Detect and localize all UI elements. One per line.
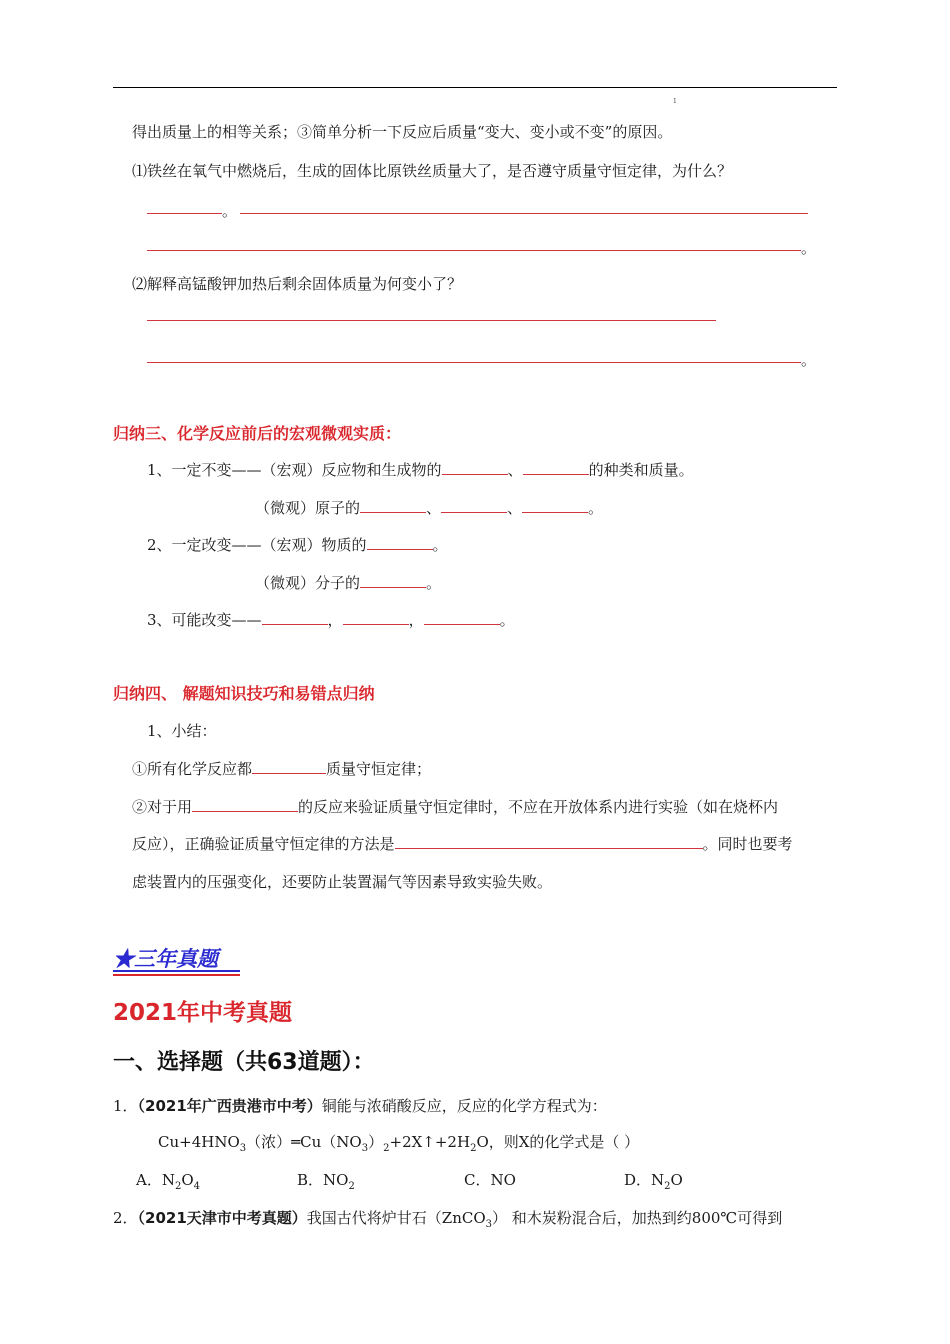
option-a[interactable] (136, 1169, 200, 1192)
text: 的种类和质量。 (588, 461, 694, 479)
summary-3-line-1 (147, 459, 694, 480)
header-rule (113, 87, 837, 88)
option-c[interactable]: C．NO (464, 1171, 516, 1189)
summary-4-line-4 (132, 833, 793, 854)
question-number: 1． (113, 1097, 138, 1115)
title-underline-blue (113, 970, 240, 972)
text: 。 (499, 611, 515, 629)
text: ， (327, 611, 343, 629)
answer-blank[interactable] (522, 498, 588, 513)
q1-end: 。 (801, 239, 817, 257)
answer-blank[interactable] (367, 535, 433, 550)
summary-4-line-2 (132, 758, 431, 779)
text: （浓）═Cu（NO (246, 1133, 362, 1151)
answer-blank[interactable] (147, 213, 222, 214)
text: （微观）分子的 (255, 574, 361, 592)
answer-blank[interactable] (441, 498, 507, 513)
summary-3-title: 归纳三、化学反应前后的宏观微观实质： (113, 424, 402, 443)
text: 、 (426, 499, 442, 517)
question-text: ） 和木炭粉混合后，加热到约800℃可得到 (492, 1209, 783, 1227)
option-b[interactable] (297, 1169, 355, 1192)
text: （微观）原子的 (255, 499, 361, 517)
text: A．N (136, 1171, 175, 1189)
answer-blank[interactable] (343, 610, 409, 625)
title-underline-red (113, 974, 240, 976)
q2-end: 。 (801, 351, 817, 369)
summary-3-line-2 (255, 497, 603, 518)
text: ） (368, 1133, 384, 1151)
sub: 3 (361, 1143, 369, 1154)
answer-blank[interactable] (262, 610, 328, 625)
question-1-stem (113, 1095, 607, 1116)
text: 质量守恒定律； (326, 760, 432, 778)
text: ②对于用 (132, 798, 193, 816)
text: O，则X的化学式是（ ） (476, 1133, 640, 1151)
sub: 3 (485, 1219, 493, 1230)
answer-blank[interactable] (147, 250, 801, 251)
text: 。 (426, 574, 442, 592)
question-2-text: ⑵解释高锰酸钾加热后剩余固体质量为何变小了？ (132, 275, 463, 293)
summary-3-line-4 (255, 572, 441, 593)
year-title: 2021年中考真题 (113, 1000, 293, 1026)
summary-3-line-3 (147, 534, 448, 555)
text: 。同时也要考 (702, 835, 793, 853)
section-title: 一、选择题（共63道题）： (113, 1050, 375, 1075)
text: 。 (432, 536, 448, 554)
text: D．N (624, 1171, 665, 1189)
answer-blank[interactable] (147, 320, 716, 321)
three-year-exam-title: ★三年真题 (113, 946, 218, 971)
text: O (670, 1171, 683, 1189)
text: 反应），正确验证质量守恒定律的方法是 (132, 835, 395, 853)
text: 的反应来验证质量守恒定律时，不应在开放体系内进行实验（如在烧杯内 (298, 798, 779, 816)
summary-4-line-5: 虑装置内的压强变化，还要防止装置漏气等因素导致实验失败。 (132, 873, 553, 891)
header-mark: 1 (673, 98, 677, 105)
sub: 2 (348, 1181, 355, 1192)
question-text: 铜能与浓硝酸反应，反应的化学方程式为： (321, 1097, 607, 1115)
answer-blank[interactable] (192, 797, 298, 812)
question-source: （2021天津市中考真题） (137, 1209, 307, 1227)
question-text: 我国古代将炉甘石（ZnCO (306, 1209, 486, 1227)
intro-line: 得出质量上的相等关系；③简单分析一下反应后质量“变大、变小或不变”的原因。 (132, 123, 673, 141)
summary-4-title: 归纳四、 解题知识技巧和易错点归纳 (113, 684, 375, 703)
sub: 4 (193, 1181, 201, 1192)
answer-blank[interactable] (360, 498, 426, 513)
answer-blank[interactable] (424, 610, 500, 625)
answer-blank[interactable] (360, 573, 426, 588)
sub: 2 (664, 1181, 671, 1192)
text: 1、一定不变——（宏观）反应物和生成物的 (147, 461, 442, 479)
sub: 2 (383, 1143, 390, 1154)
text: 。 (588, 499, 604, 517)
answer-blank[interactable] (395, 834, 703, 849)
text: B．NO (297, 1171, 349, 1189)
question-number: 2． (113, 1209, 138, 1227)
text: Cu+4HNO (158, 1133, 240, 1151)
text: 、 (507, 499, 523, 517)
text: O (181, 1171, 194, 1189)
answer-blank[interactable] (147, 362, 801, 363)
sub: 3 (239, 1143, 247, 1154)
summary-3-line-5 (147, 609, 515, 630)
question-1-text: ⑴铁丝在氧气中燃烧后，生成的固体比原铁丝质量大了，是否遵守质量守恒定律，为什么？ (132, 162, 733, 180)
text: 3、可能改变—— (147, 611, 262, 629)
text: 、 (507, 461, 523, 479)
text: +2X↑+2H (389, 1133, 471, 1151)
text: ， (408, 611, 424, 629)
q1-separator: 。 (222, 202, 238, 220)
option-d[interactable] (624, 1169, 683, 1192)
sub: 2 (174, 1181, 182, 1192)
question-2-stem (113, 1207, 782, 1230)
answer-blank[interactable] (442, 460, 508, 475)
summary-4-line-3 (132, 796, 778, 817)
question-source: （2021年广西贵港市中考） (137, 1097, 322, 1115)
answer-blank[interactable] (252, 759, 326, 774)
summary-4-line-1: 1、小结： (147, 722, 217, 740)
question-1-equation (158, 1131, 639, 1154)
answer-blank[interactable] (523, 460, 589, 475)
answer-blank[interactable] (240, 213, 808, 214)
text: ①所有化学反应都 (132, 760, 253, 778)
text: 2、一定改变——（宏观）物质的 (147, 536, 367, 554)
sub: 2 (470, 1143, 477, 1154)
